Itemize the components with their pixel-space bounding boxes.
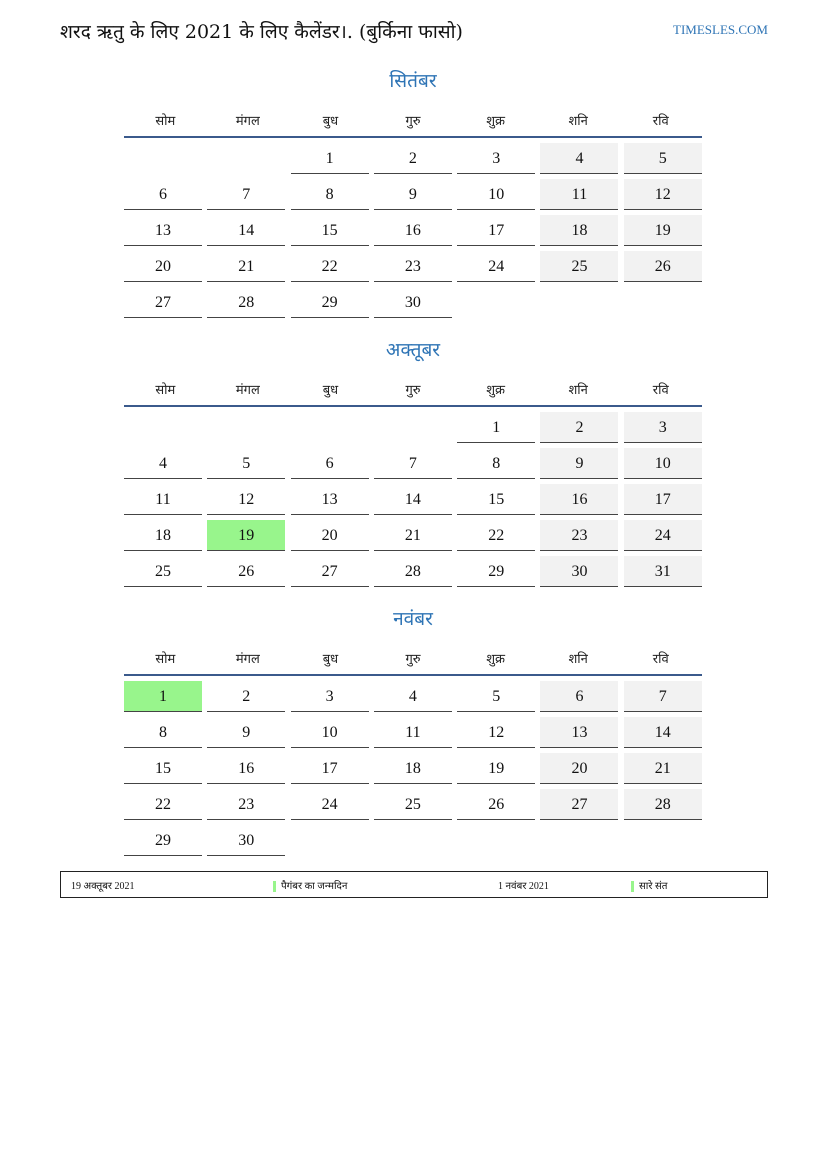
holiday-marker <box>273 881 276 892</box>
weekday-label: शुक्र <box>486 652 506 667</box>
weekday-label: शनि <box>568 652 588 667</box>
weekday-label: बुध <box>322 383 339 398</box>
weekday-label: सोम <box>155 652 176 667</box>
day-cell: 22 <box>291 251 369 282</box>
day-cell: 30 <box>207 825 285 856</box>
day-cell: 9 <box>207 717 285 748</box>
day-cell: 16 <box>540 484 618 515</box>
day-cell: 1 <box>457 412 535 443</box>
day-cell: 12 <box>207 484 285 515</box>
month-november <box>124 604 702 856</box>
day-cell: 14 <box>207 215 285 246</box>
day-cell: 10 <box>291 717 369 748</box>
weekday-header <box>124 104 702 138</box>
day-grid <box>124 681 702 856</box>
legend-holiday <box>273 878 347 892</box>
day-cell: 27 <box>291 556 369 587</box>
day-cell: 9 <box>374 179 452 210</box>
day-cell: 4 <box>124 448 202 479</box>
day-cell: 24 <box>291 789 369 820</box>
holiday-day-cell: 19 <box>207 520 285 551</box>
day-cell: 4 <box>540 143 618 174</box>
day-cell: 23 <box>207 789 285 820</box>
empty-cell <box>291 412 369 443</box>
day-cell: 29 <box>124 825 202 856</box>
empty-cell <box>207 143 285 174</box>
day-grid <box>124 412 702 587</box>
weekday-label: मंगल <box>235 114 260 129</box>
weekday-label: रवि <box>652 114 669 129</box>
day-cell: 5 <box>207 448 285 479</box>
day-cell: 5 <box>457 681 535 712</box>
day-cell: 15 <box>124 753 202 784</box>
day-cell: 8 <box>291 179 369 210</box>
day-cell: 21 <box>207 251 285 282</box>
day-cell: 10 <box>457 179 535 210</box>
day-cell: 8 <box>124 717 202 748</box>
page-header <box>60 18 768 46</box>
legend-label: सारे संत <box>639 881 668 892</box>
empty-cell <box>124 412 202 443</box>
day-cell: 18 <box>124 520 202 551</box>
day-cell: 2 <box>374 143 452 174</box>
day-cell: 30 <box>540 556 618 587</box>
day-cell: 16 <box>374 215 452 246</box>
empty-cell <box>124 143 202 174</box>
day-cell: 5 <box>624 143 702 174</box>
empty-cell <box>207 412 285 443</box>
day-cell: 28 <box>207 287 285 318</box>
weekday-label: बुध <box>322 652 339 667</box>
day-cell: 27 <box>540 789 618 820</box>
day-cell: 2 <box>540 412 618 443</box>
day-cell: 22 <box>124 789 202 820</box>
day-cell: 25 <box>540 251 618 282</box>
day-cell: 13 <box>540 717 618 748</box>
legend-date: 19 अक्तूबर 2021 <box>71 881 135 892</box>
day-cell: 22 <box>457 520 535 551</box>
day-cell: 11 <box>124 484 202 515</box>
weekday-label: बुध <box>322 114 339 129</box>
weekday-label: रवि <box>652 652 669 667</box>
day-cell: 27 <box>124 287 202 318</box>
day-cell: 21 <box>624 753 702 784</box>
day-cell: 8 <box>457 448 535 479</box>
legend-holiday <box>631 878 667 892</box>
month-title: नवंबर <box>393 608 433 630</box>
day-cell: 1 <box>291 143 369 174</box>
empty-cell <box>374 412 452 443</box>
weekday-label: सोम <box>155 114 176 129</box>
day-cell: 15 <box>457 484 535 515</box>
day-cell: 7 <box>374 448 452 479</box>
day-cell: 23 <box>540 520 618 551</box>
day-cell: 3 <box>624 412 702 443</box>
day-cell: 13 <box>291 484 369 515</box>
day-cell: 14 <box>624 717 702 748</box>
day-cell: 4 <box>374 681 452 712</box>
day-cell: 15 <box>291 215 369 246</box>
day-cell: 16 <box>207 753 285 784</box>
holiday-day-cell: 1 <box>124 681 202 712</box>
weekday-label: शनि <box>568 383 588 398</box>
weekday-label: शुक्र <box>486 383 506 398</box>
day-cell: 3 <box>457 143 535 174</box>
day-cell: 28 <box>624 789 702 820</box>
legend-label: पैगंबर का जन्मदिन <box>281 881 348 892</box>
day-cell: 17 <box>291 753 369 784</box>
legend-date: 1 नवंबर 2021 <box>498 881 549 892</box>
day-cell: 12 <box>624 179 702 210</box>
day-cell: 3 <box>291 681 369 712</box>
day-cell: 29 <box>291 287 369 318</box>
day-cell: 23 <box>374 251 452 282</box>
month-september <box>124 66 702 318</box>
weekday-label: शनि <box>568 114 588 129</box>
day-cell: 19 <box>457 753 535 784</box>
day-cell: 6 <box>291 448 369 479</box>
day-cell: 18 <box>374 753 452 784</box>
day-cell: 13 <box>124 215 202 246</box>
weekday-header <box>124 642 702 676</box>
day-cell: 25 <box>124 556 202 587</box>
month-title: अक्तूबर <box>385 339 441 361</box>
day-cell: 9 <box>540 448 618 479</box>
day-cell: 18 <box>540 215 618 246</box>
weekday-label: गुरु <box>405 114 421 129</box>
day-cell: 26 <box>207 556 285 587</box>
day-cell: 14 <box>374 484 452 515</box>
month-october <box>124 335 702 587</box>
month-title: सितंबर <box>389 70 437 92</box>
weekday-label: मंगल <box>235 652 260 667</box>
day-cell: 11 <box>374 717 452 748</box>
day-grid <box>124 143 702 318</box>
weekday-label: गुरु <box>405 652 421 667</box>
day-cell: 6 <box>540 681 618 712</box>
day-cell: 7 <box>624 681 702 712</box>
weekday-label: रवि <box>652 383 669 398</box>
day-cell: 20 <box>124 251 202 282</box>
day-cell: 10 <box>624 448 702 479</box>
site-link[interactable]: TIMESLES.COM <box>673 22 768 37</box>
day-cell: 7 <box>207 179 285 210</box>
day-cell: 11 <box>540 179 618 210</box>
day-cell: 17 <box>457 215 535 246</box>
day-cell: 25 <box>374 789 452 820</box>
day-cell: 28 <box>374 556 452 587</box>
day-cell: 24 <box>457 251 535 282</box>
day-cell: 19 <box>624 215 702 246</box>
weekday-label: गुरु <box>405 383 421 398</box>
weekday-label: शुक्र <box>486 114 506 129</box>
day-cell: 29 <box>457 556 535 587</box>
day-cell: 24 <box>624 520 702 551</box>
day-cell: 20 <box>540 753 618 784</box>
day-cell: 26 <box>624 251 702 282</box>
day-cell: 6 <box>124 179 202 210</box>
holiday-marker <box>631 881 634 892</box>
day-cell: 31 <box>624 556 702 587</box>
page-title: शरद ऋतु के लिए 2021 के लिए कैलेंडर।. (बुर्किना फासो) <box>60 21 463 43</box>
day-cell: 20 <box>291 520 369 551</box>
day-cell: 12 <box>457 717 535 748</box>
day-cell: 26 <box>457 789 535 820</box>
day-cell: 2 <box>207 681 285 712</box>
day-cell: 17 <box>624 484 702 515</box>
holiday-legend <box>60 871 768 898</box>
day-cell: 21 <box>374 520 452 551</box>
weekday-header <box>124 373 702 407</box>
day-cell: 30 <box>374 287 452 318</box>
weekday-label: सोम <box>155 383 176 398</box>
weekday-label: मंगल <box>235 383 260 398</box>
